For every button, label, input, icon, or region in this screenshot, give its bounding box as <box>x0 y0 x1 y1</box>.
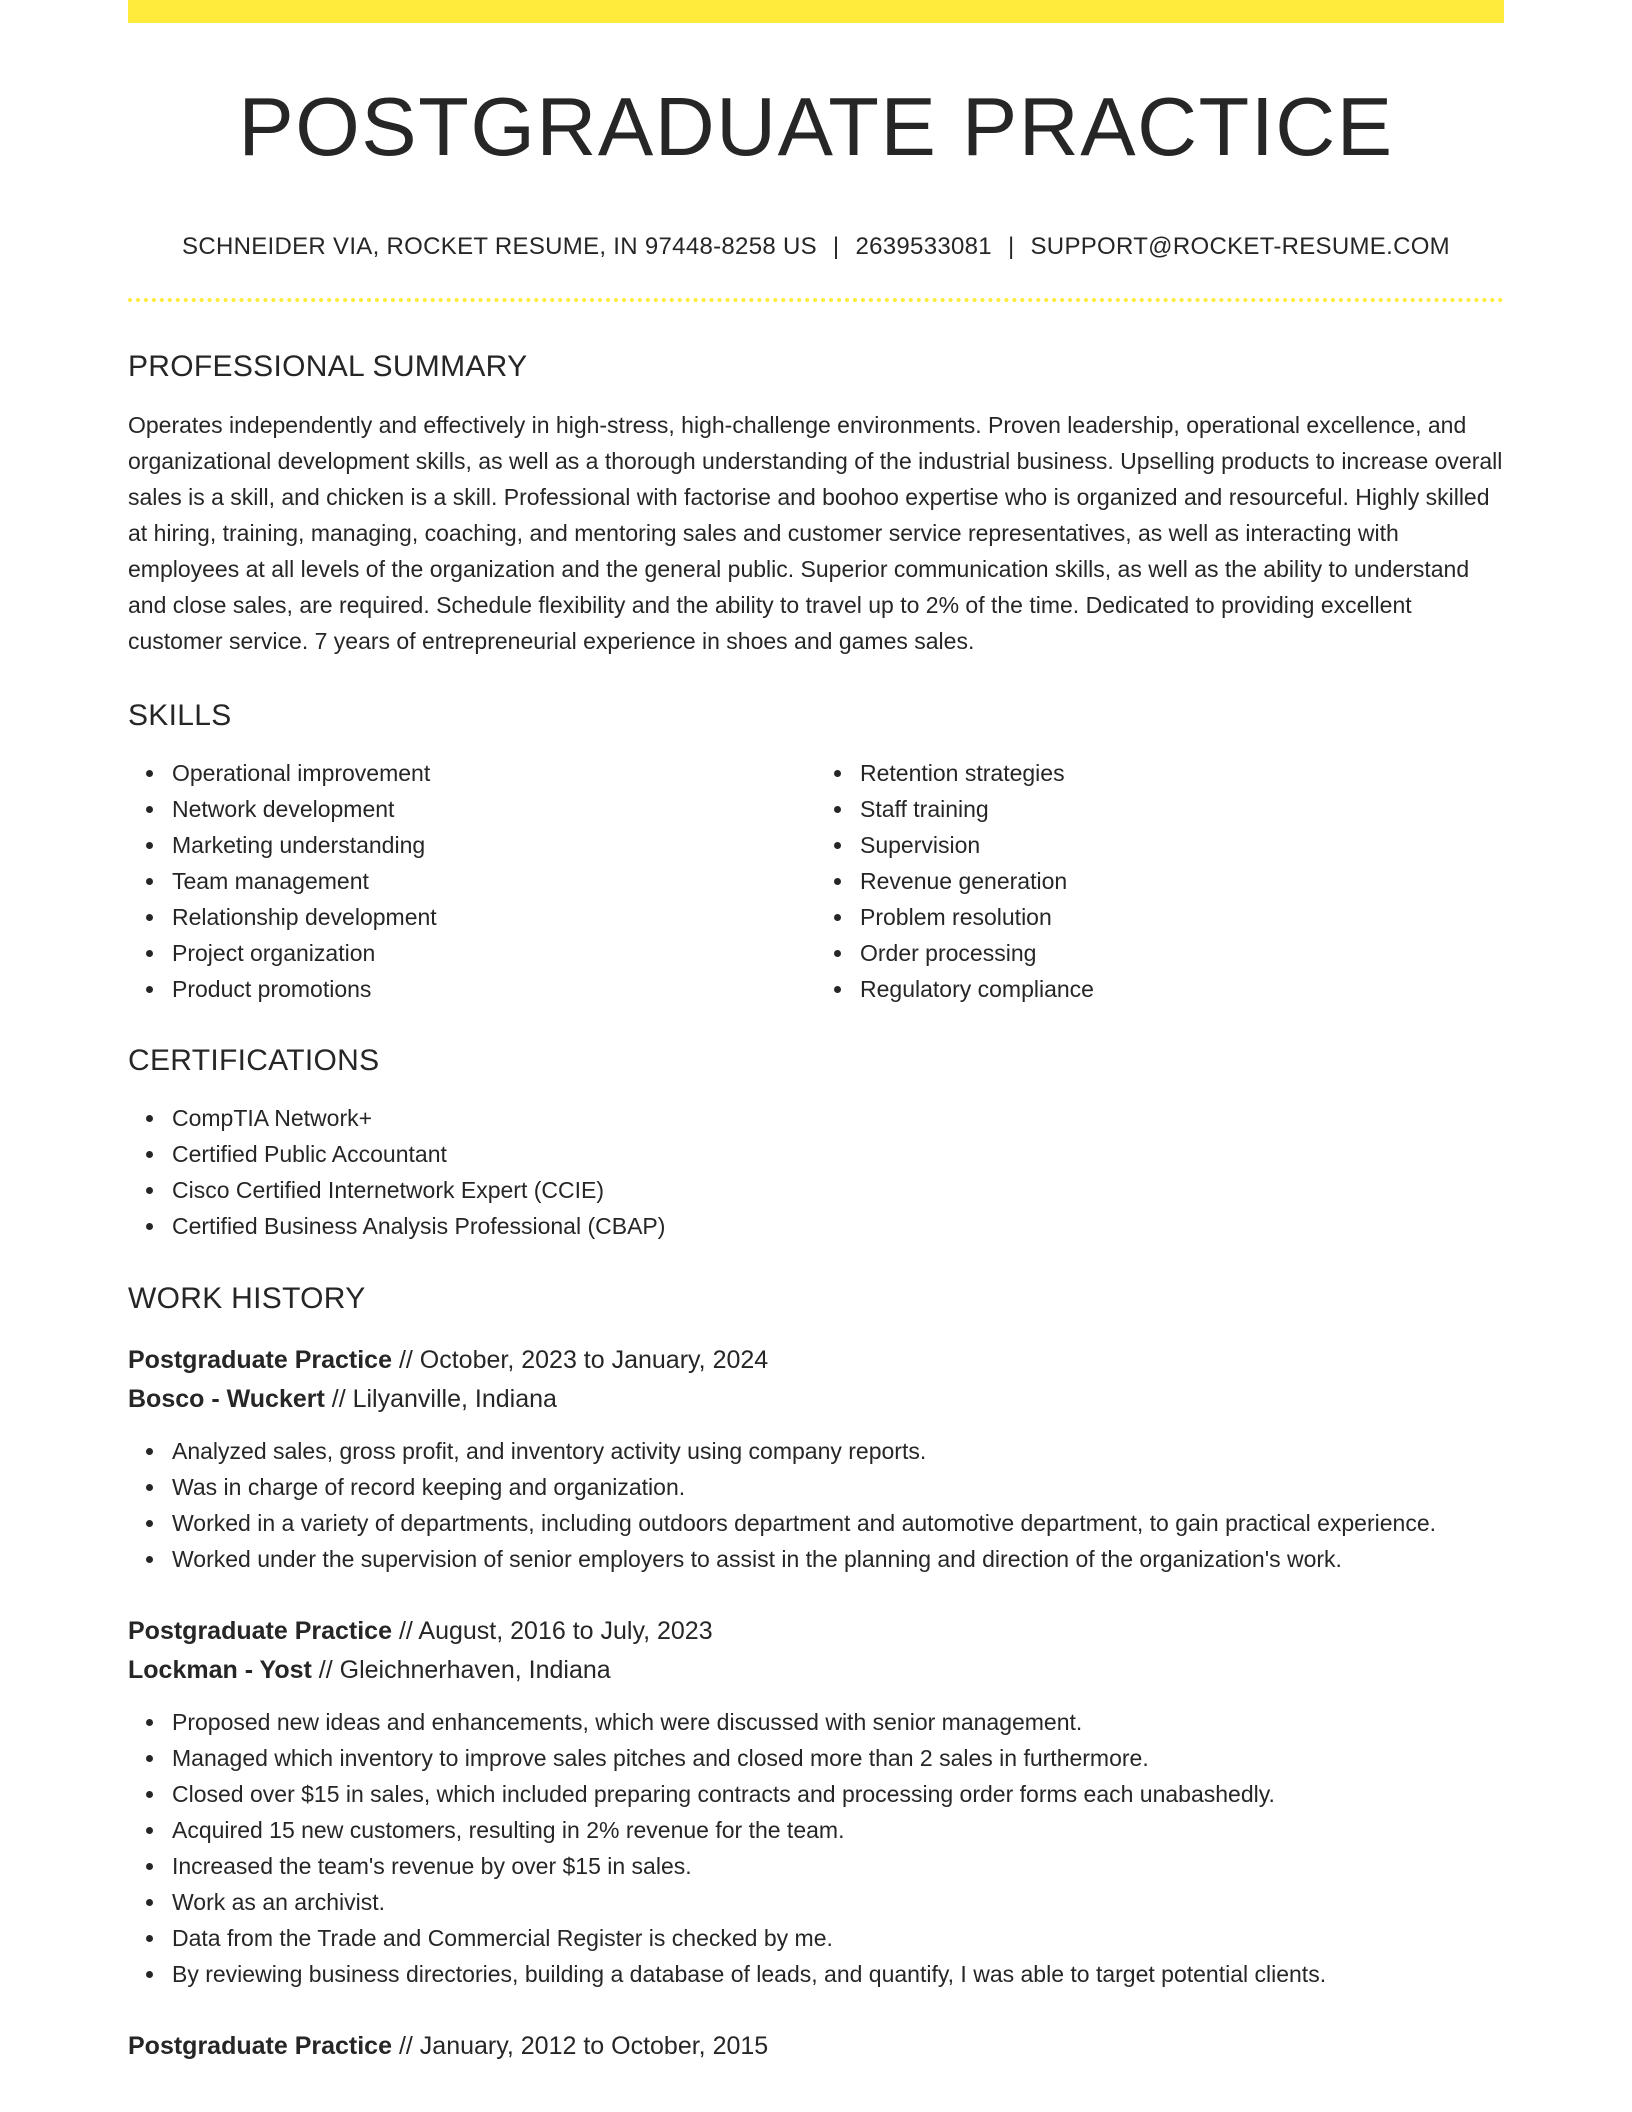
job-duty-item: Closed over $15 in sales, which included preparing contracts and processing order forms each unabashedly. <box>172 1776 1504 1812</box>
skill-item: Retention strategies <box>860 755 1504 791</box>
resume-name: POSTGRADUATE PRACTICE <box>238 80 1394 173</box>
contact-address: SCHNEIDER VIA, ROCKET RESUME, IN 97448-8258 US <box>182 233 817 260</box>
certification-item: CompTIA Network+ <box>172 1100 1504 1136</box>
resume-page <box>128 0 1504 2112</box>
skill-item: Supervision <box>860 827 1504 863</box>
work-history-heading: WORK HISTORY <box>128 1282 366 1315</box>
job-location: // Gleichnerhaven, Indiana <box>318 1656 611 1684</box>
contact-phone: 2639533081 <box>855 233 992 260</box>
job-duty-item: Increased the team's revenue by over $15 in sales. <box>172 1848 1504 1884</box>
contact-email: SUPPORT@ROCKET-RESUME.COM <box>1030 233 1450 260</box>
job-duty-item: Acquired 15 new customers, resulting in 2% revenue for the team. <box>172 1812 1504 1848</box>
job-dates: // October, 2023 to January, 2024 <box>398 1346 769 1374</box>
skill-item: Product promotions <box>172 971 816 1007</box>
job-entry <box>128 1612 1504 1992</box>
summary-paragraph: Operates independently and effectively in high-stress, high-challenge environments. Proven leadership, operational excellence, and organizational development skills, as well as a thorough understanding of the industrial business. Upselling products to increase overall sales is a skill, and chicken is a skill. Professional with factorise and boohoo expertise who is organized and resourceful. Highly skilled at hiring, training, managing, coaching, and mentoring sales and customer service representatives, as well as interacting with employees at all levels of the organization and the general public. Superior communication skills, as well as the ability to understand and close sales, are required. Schedule flexibility and the ability to travel up to 2% of the time. Dedicated to providing excellent customer service. 7 years of entrepreneurial experience in shoes and games sales. <box>128 412 1503 654</box>
skills-columns <box>128 755 1504 1007</box>
job-company-line <box>128 1651 1504 1690</box>
contact-line <box>128 233 1504 261</box>
skill-item: Regulatory compliance <box>860 971 1504 1007</box>
job-duty-item: Worked under the supervision of senior employers to assist in the planning and direction of the organization's work. <box>172 1541 1504 1577</box>
skill-item: Order processing <box>860 935 1504 971</box>
job-role-line <box>128 1612 1504 1651</box>
accent-top-bar <box>128 0 1504 23</box>
job-duty-item: Work as an archivist. <box>172 1884 1504 1920</box>
job-duty-item: Worked in a variety of departments, including outdoors department and automotive department, to gain practical experience. <box>172 1505 1504 1541</box>
job-entry <box>128 1341 1504 1577</box>
skills-list-left <box>128 755 816 1007</box>
job-duties-list <box>128 1704 1504 1992</box>
job-role-line <box>128 2027 1504 2066</box>
skill-item: Operational improvement <box>172 755 816 791</box>
contact-separator: | <box>1007 233 1015 260</box>
job-duty-item: By reviewing business directories, building a database of leads, and quantify, I was able to target potential clients. <box>172 1956 1504 1992</box>
job-role-line <box>128 1341 1504 1380</box>
job-role: Postgraduate Practice <box>128 1346 392 1374</box>
skill-item: Staff training <box>860 791 1504 827</box>
skill-item: Project organization <box>172 935 816 971</box>
certifications-heading: CERTIFICATIONS <box>128 1044 380 1077</box>
dotted-divider <box>128 298 1504 302</box>
skill-item: Revenue generation <box>860 863 1504 899</box>
job-dates: // January, 2012 to October, 2015 <box>398 2032 769 2060</box>
job-company: Bosco - Wuckert <box>128 1385 325 1413</box>
job-dates: // August, 2016 to July, 2023 <box>398 1617 713 1645</box>
summary-heading: PROFESSIONAL SUMMARY <box>128 350 528 383</box>
certification-item: Certified Business Analysis Professional (CBAP) <box>172 1208 1504 1244</box>
skill-item: Marketing understanding <box>172 827 816 863</box>
job-entry <box>128 2027 1504 2066</box>
job-role: Postgraduate Practice <box>128 2032 392 2060</box>
skill-item: Relationship development <box>172 899 816 935</box>
job-location: // Lilyanville, Indiana <box>331 1385 557 1413</box>
job-company-line <box>128 1380 1504 1419</box>
job-duty-item: Analyzed sales, gross profit, and inventory activity using company reports. <box>172 1433 1504 1469</box>
job-role: Postgraduate Practice <box>128 1617 392 1645</box>
certification-item: Certified Public Accountant <box>172 1136 1504 1172</box>
job-company: Lockman - Yost <box>128 1656 312 1684</box>
job-duty-item: Proposed new ideas and enhancements, which were discussed with senior management. <box>172 1704 1504 1740</box>
skills-list-right <box>816 755 1504 1007</box>
job-duty-item: Was in charge of record keeping and organization. <box>172 1469 1504 1505</box>
job-duty-item: Managed which inventory to improve sales pitches and closed more than 2 sales in furthermore. <box>172 1740 1504 1776</box>
skills-heading: SKILLS <box>128 699 232 732</box>
certification-item: Cisco Certified Internetwork Expert (CCIE) <box>172 1172 1504 1208</box>
job-duty-item: Data from the Trade and Commercial Register is checked by me. <box>172 1920 1504 1956</box>
job-duties-list <box>128 1433 1504 1577</box>
certifications-list <box>128 1100 1504 1244</box>
skill-item: Network development <box>172 791 816 827</box>
contact-separator: | <box>832 233 840 260</box>
skill-item: Problem resolution <box>860 899 1504 935</box>
skill-item: Team management <box>172 863 816 899</box>
